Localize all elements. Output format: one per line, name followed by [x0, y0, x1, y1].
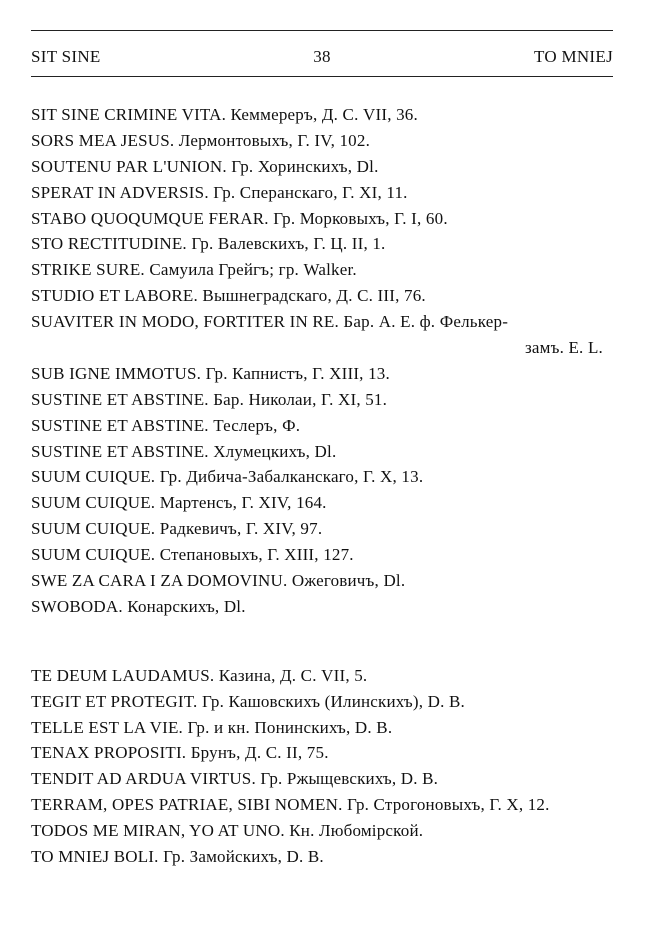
- entry: [31, 283, 613, 309]
- entry-motto: TERRAM, OPES PATRIAE, SIBI NOMEN.: [31, 795, 343, 815]
- entry-motto: SUUM CUIQUE.: [31, 519, 156, 539]
- entry-motto: TODOS ME MIRAN, YO AT UNO.: [31, 821, 285, 841]
- entry-motto: STRIKE SURE.: [31, 260, 145, 280]
- entry-motto: SPERAT IN ADVERSIS.: [31, 182, 209, 202]
- entry: [31, 128, 613, 154]
- entry-motto: TENAX PROPOSITI.: [31, 743, 187, 763]
- entry: [31, 792, 613, 818]
- entry-source: Гр. Сперанскаго, Г. XI, 11.: [213, 182, 408, 202]
- entry-motto: SUSTINE ET ABSTINE.: [31, 389, 209, 409]
- entry: [31, 102, 613, 128]
- entry-motto: SUUM CUIQUE.: [31, 545, 156, 565]
- entry: [31, 715, 613, 741]
- entry: [31, 257, 613, 283]
- entry-motto: TELLE EST LA VIE.: [31, 717, 183, 737]
- entry: [31, 594, 613, 620]
- entry-source: Радкевичъ, Г. XIV, 97.: [159, 519, 323, 539]
- entry: [31, 413, 613, 439]
- entry-source: Гр. и кн. Понинскихъ, D. B.: [187, 717, 393, 737]
- entry: [31, 439, 613, 465]
- entry-source: Хлумецкихъ, Dl.: [213, 441, 337, 461]
- entry-source: Гр. Кашовскихъ (Илинскихъ), D. B.: [201, 691, 465, 711]
- entry-motto: SUAVITER IN MODO, FORTITER IN RE.: [31, 312, 339, 332]
- entry-motto: TE DEUM LAUDAMUS.: [31, 665, 215, 685]
- running-header: [31, 47, 613, 71]
- entry-source: Гр. Замойскихъ, D. B.: [163, 847, 324, 867]
- top-rule: [31, 30, 613, 31]
- entry-source: Ожеговичъ, Dl.: [291, 571, 406, 591]
- entry: [31, 740, 613, 766]
- entry-source: Гр. Валевскихъ, Г. Ц. II, 1.: [191, 234, 386, 254]
- entry-source: Гр. Дибича-Забалканскаго, Г. X, 13.: [159, 467, 424, 487]
- entry: [31, 844, 613, 870]
- entry-motto: SOUTENU PAR L'UNION.: [31, 156, 227, 176]
- entry-source: Вышнеградскаго, Д. С. III, 76.: [202, 286, 426, 306]
- entry-motto: TO MNIEJ BOLI.: [31, 847, 159, 867]
- entry-source: Мартенсъ, Г. XIV, 164.: [159, 493, 327, 513]
- entry-motto: SUUM CUIQUE.: [31, 493, 156, 513]
- entry-motto: SUSTINE ET ABSTINE.: [31, 415, 209, 435]
- entry-motto: SUB IGNE IMMOTUS.: [31, 363, 202, 383]
- entry: [31, 154, 613, 180]
- entry: [31, 231, 613, 257]
- entry: [31, 663, 613, 689]
- entry-source: Бар. Николаи, Г. XI, 51.: [213, 389, 388, 409]
- entry-source: Гр. Морковыхъ, Г. I, 60.: [273, 208, 448, 228]
- entry-motto: SORS MEA JESUS.: [31, 130, 175, 150]
- entry-motto: SWOBODA.: [31, 596, 123, 616]
- entry-source: Гр. Капнистъ, Г. XIII, 13.: [205, 363, 390, 383]
- entries-list: [31, 102, 613, 870]
- header-rule: [31, 76, 613, 77]
- entry-source: Бар. А. Е. ф. Фелькер-: [343, 312, 509, 332]
- entry-motto: STABO QUOQUMQUE FERAR.: [31, 208, 269, 228]
- entry: [31, 689, 613, 715]
- entry: [31, 464, 613, 490]
- entry-source: Гр. Строгоновыхъ, Г. X, 12.: [347, 795, 550, 815]
- entry-motto: SWE ZA CARA I ZA DOMOVINU.: [31, 571, 288, 591]
- entry: [31, 542, 613, 568]
- entry-source: Лермонтовыхъ, Г. IV, 102.: [178, 130, 371, 150]
- entry-source: Самуила Грейгъ; гр. Walker.: [149, 260, 357, 280]
- entry: [31, 206, 613, 232]
- entry-source: Кн. Любомірской.: [289, 821, 424, 841]
- entry: [31, 361, 613, 387]
- entry: [31, 818, 613, 844]
- entry-continuation: замъ. E. L.: [524, 338, 603, 358]
- entry-source: Брунъ, Д. С. II, 75.: [190, 743, 329, 763]
- page-number: 38: [313, 47, 331, 66]
- entry-motto: STO RECTITUDINE.: [31, 234, 187, 254]
- section-gap: [31, 620, 613, 663]
- entry: [31, 309, 613, 335]
- entry: [31, 180, 613, 206]
- entry-source: Казина, Д. С. VII, 5.: [218, 665, 368, 685]
- entry-motto: SUUM CUIQUE.: [31, 467, 156, 487]
- entry: [31, 387, 613, 413]
- entry: [31, 568, 613, 594]
- entry-source: Гр. Ржыщевскихъ, D. B.: [260, 769, 439, 789]
- entry-motto: TENDIT AD ARDUA VIRTUS.: [31, 769, 256, 789]
- entry-motto: SUSTINE ET ABSTINE.: [31, 441, 209, 461]
- entry-source: Степановыхъ, Г. XIII, 127.: [159, 545, 354, 565]
- entry-source: Конарскихъ, Dl.: [127, 596, 246, 616]
- header-right: TO MNIEJ: [533, 47, 613, 66]
- header-left: SIT SINE: [31, 47, 101, 66]
- entry-motto: STUDIO ET LABORE.: [31, 286, 198, 306]
- entry-motto: TEGIT ET PROTEGIT.: [31, 691, 198, 711]
- entry: [31, 766, 613, 792]
- entry: [31, 516, 613, 542]
- entry: [31, 490, 613, 516]
- entry-motto: SIT SINE CRIMINE VITA.: [31, 105, 227, 124]
- entry-source: Теслеръ, Ф.: [213, 415, 301, 435]
- entry-source: Гр. Хоринскихъ, Dl.: [231, 156, 379, 176]
- entry-source: Кеммереръ, Д. С. VII, 36.: [230, 105, 418, 124]
